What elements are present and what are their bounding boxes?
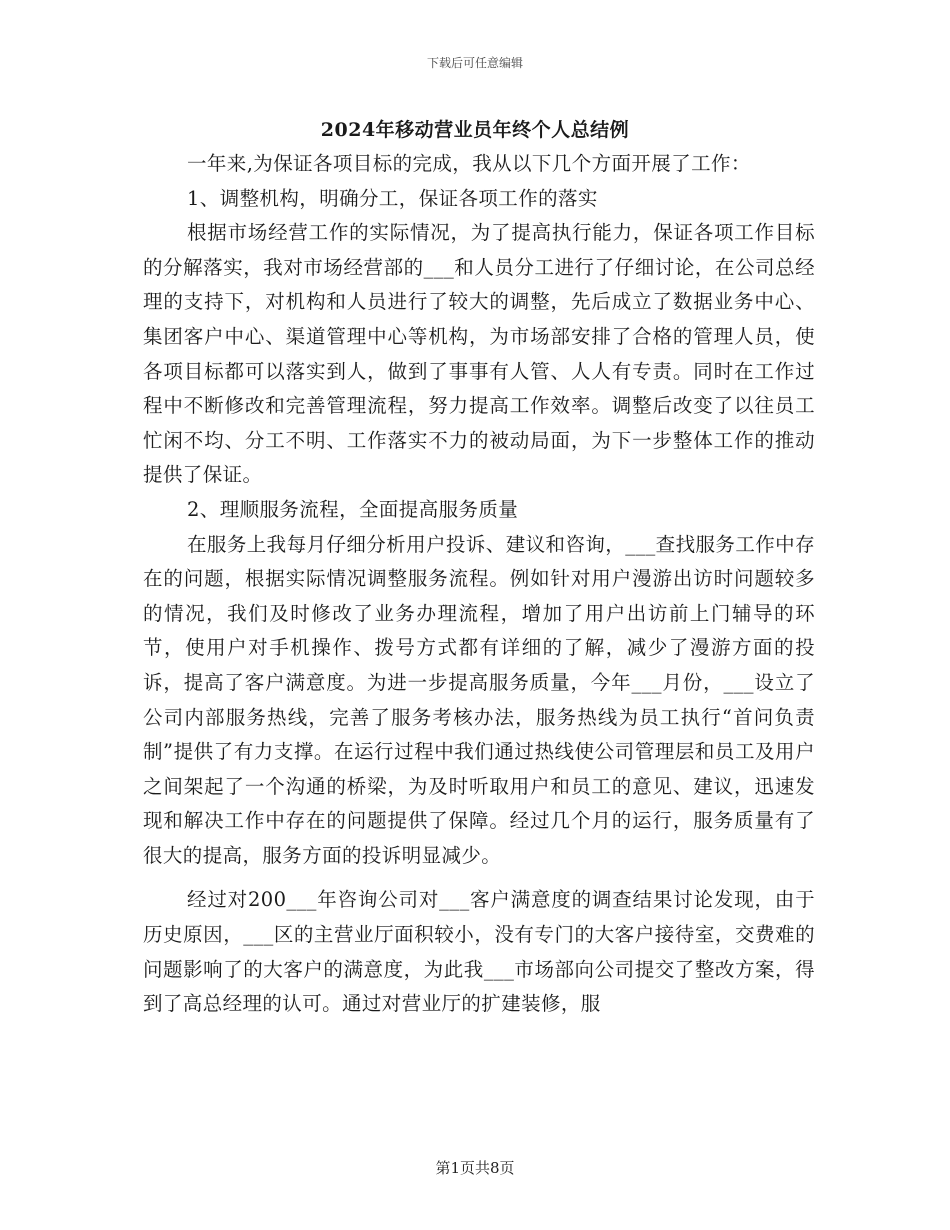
section-heading-1: 1、调整机构，明确分工，保证各项工作的落实	[187, 186, 598, 210]
page-number-footer: 第1页共8页	[435, 1159, 515, 1177]
intro-paragraph: 一年来,为保证各项目标的完成，我从以下几个方面开展了工作：	[187, 152, 751, 175]
page-header: 下载后可任意编辑	[426, 56, 523, 70]
section-1-paragraph: 根据市场经营工作的实际情况，为了提高执行能力，保证各项工作目标的分解落实，我对市场经营部的___和人员分工进行了仔细讨论，在公司总经理的支持下，对机构和人员进行了较大的调整，先后成立了数据业务中心、集团客户中心、渠道管理中心等机构，为市场部安排了合格的管理人员，使各项目标都可以落实到人，做到了事事有人管、人人有专责。同时在工作过程中不断修改和完善管理流程，努力提高工作效率。调整后改变了以往员工忙闲不均、分工不明、工作落实不力的被动局面，为下一步整体工作的推动提供了保证。	[143, 221, 815, 487]
section-2-paragraph: 在服务上我每月仔细分析用户投诉、建议和咨询，___查找服务工作中存在的问题，根据实际情况调整服务流程。例如针对用户漫游出访时问题较多的情况，我们及时修改了业务办理流程，增加了用户出访前上门辅导的环节，使用户对手机操作、拨号方式都有详细的了解，减少了漫游方面的投诉，提高了客户满意度。为进一步提高服务质量，今年___月份，___设立了公司内部服务热线，完善了服务考核办法，服务热线为员工执行“首问负责制”提供了有力支撑。在运行过程中我们通过热线使公司管理层和员工及用户之间架起了一个沟通的桥梁，为及时听取用户和员工的意见、建议，迅速发现和解决工作中存在的问题提供了保障。经过几个月的运行，服务质量有了很大的提高，服务方面的投诉明显减少。	[143, 532, 815, 867]
section-heading-2: 2、理顺服务流程，全面提高服务质量	[187, 497, 519, 521]
document-title: 2024年移动营业员年终个人总结例	[320, 119, 630, 141]
survey-paragraph: 经过对200___年咨询公司对___客户满意度的调查结果讨论发现，由于历史原因，___区的主营业厅面积较小，没有专门的大客户接待室，交费难的问题影响了的大客户的满意度，为此我___市场部向公司提交了整改方案，得到了高总经理的认可。通过对营业厅的扩建装修，服	[143, 888, 815, 1016]
document-body	[143, 147, 815, 1022]
